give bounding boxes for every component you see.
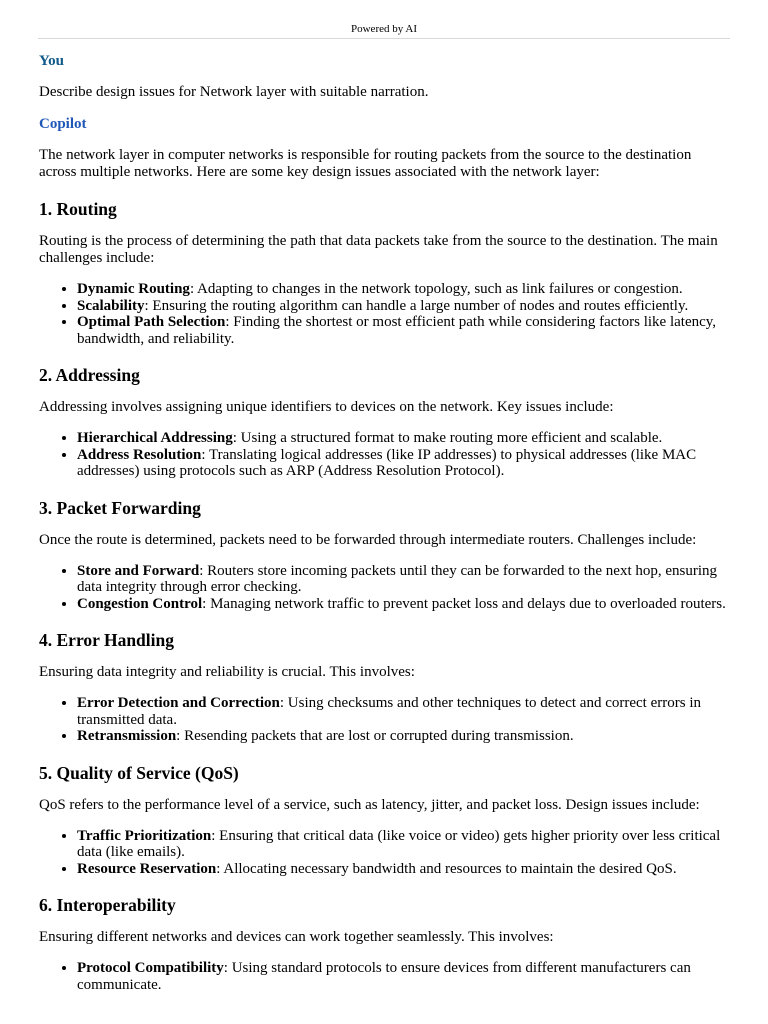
list-item-desc: : Using a structured format to make routing more efficient and scalable.: [232, 430, 663, 446]
assistant-speaker-label: Copilot: [39, 116, 87, 132]
list-item-term: Resource Reservation: [77, 860, 217, 877]
section-text: Addressing involves assigning unique identifiers to devices on the network. Key issues include:: [39, 399, 614, 415]
bullet-list: [39, 563, 729, 613]
list-item-term: Optimal Path Selection: [77, 314, 226, 330]
list-item: [77, 314, 729, 347]
section-heading: 2. Addressing: [39, 365, 140, 385]
section-heading: 3. Packet Forwarding: [39, 497, 201, 518]
section-text: QoS refers to the performance level of a service, such as latency, jitter, and packet loss. Design issues include:: [39, 796, 700, 813]
list-item-desc: : Allocating necessary bandwidth and resources to maintain the desired QoS.: [216, 860, 677, 877]
user-message: Describe design issues for Network layer with suitable narration.: [39, 84, 429, 100]
list-item: [77, 281, 729, 298]
list-item-term: Hierarchical Addressing: [77, 430, 233, 446]
bullet-list: [39, 281, 729, 347]
list-item-term: Retransmission: [77, 728, 177, 744]
section-text: Ensuring different networks and devices can work together seamlessly. This involves:: [39, 929, 554, 945]
list-item-desc: : Using standard protocols to ensure devices from different manufacturers can communicate.: [77, 960, 691, 993]
list-item: [77, 563, 729, 596]
section-error-handling: [39, 630, 729, 745]
list-item: [77, 695, 729, 728]
section-qos: [39, 763, 729, 878]
section-text: Ensuring data integrity and reliability is crucial. This involves:: [39, 664, 415, 680]
list-item-desc: : Resending packets that are lost or corrupted during transmission.: [176, 728, 574, 744]
list-item-desc: : Finding the shortest or most efficient path while considering factors like latency, bandwidth, and reliability.: [77, 314, 717, 347]
section-heading: 1. Routing: [39, 199, 117, 219]
list-item: [77, 960, 729, 993]
list-item: [77, 298, 729, 315]
section-text: Once the route is determined, packets need to be forwarded through intermediate routers. Challenges include:: [39, 531, 697, 548]
user-speaker-label: You: [39, 53, 65, 69]
section-text: Routing is the process of determining the path that data packets take from the source to the destination. The main challenges include:: [39, 233, 718, 266]
list-item-desc: : Using checksums and other techniques to detect and correct errors in transmitted data.: [77, 695, 701, 728]
list-item-desc: : Managing network traffic to prevent packet loss and delays due to overloaded routers.: [202, 595, 726, 612]
section-heading: 5. Quality of Service (QoS): [39, 762, 239, 783]
list-item-desc: : Ensuring the routing algorithm can handle a large number of nodes and routes efficiently.: [144, 297, 689, 314]
bullet-list: [39, 430, 729, 480]
list-item-term: Scalability: [77, 297, 145, 314]
list-item-term: Traffic Prioritization: [77, 827, 212, 844]
list-item-term: Error Detection and Correction: [77, 695, 280, 711]
bullet-list: [39, 828, 729, 878]
section-routing: [39, 199, 729, 347]
list-item-term: Dynamic Routing: [77, 281, 190, 297]
list-item-desc: : Adapting to changes in the network topology, such as link failures or congestion.: [189, 281, 683, 297]
list-item-term: Congestion Control: [77, 595, 203, 612]
list-item: [77, 828, 729, 861]
bullet-list: [39, 960, 729, 993]
list-item: [77, 447, 729, 480]
section-interoperability: [39, 895, 729, 993]
list-item-term: Store and Forward: [77, 562, 200, 579]
list-item-term: Address Resolution: [77, 446, 202, 463]
section-heading: 4. Error Handling: [39, 630, 175, 650]
assistant-intro: The network layer in computer networks is responsible for routing packets from the source to the destination across multiple networks. Here are some key design issues associated with the network layer:: [39, 147, 692, 180]
list-item-desc: : Translating logical addresses (like IP addresses) to physical addresses (like MAC addresses) using protocols such as ARP (Address Resolution Protocol).: [77, 446, 697, 479]
list-item: [77, 596, 729, 613]
section-heading: 6. Interoperability: [39, 895, 176, 915]
section-packet-forwarding: [39, 498, 729, 613]
bullet-list: [39, 695, 729, 745]
list-item-desc: : Ensuring that critical data (like voice or video) gets higher priority over less critical data (like emails).: [77, 827, 721, 860]
list-item-term: Protocol Compatibility: [77, 960, 224, 976]
chat-transcript: [39, 52, 729, 1011]
list-item-desc: : Routers store incoming packets until they can be forwarded to the next hop, ensuring data integrity through error checking.: [77, 562, 718, 595]
powered-by-banner: Powered by AI: [38, 22, 730, 39]
list-item: [77, 728, 729, 745]
section-addressing: [39, 365, 729, 480]
list-item: [77, 861, 729, 878]
list-item: [77, 430, 729, 447]
